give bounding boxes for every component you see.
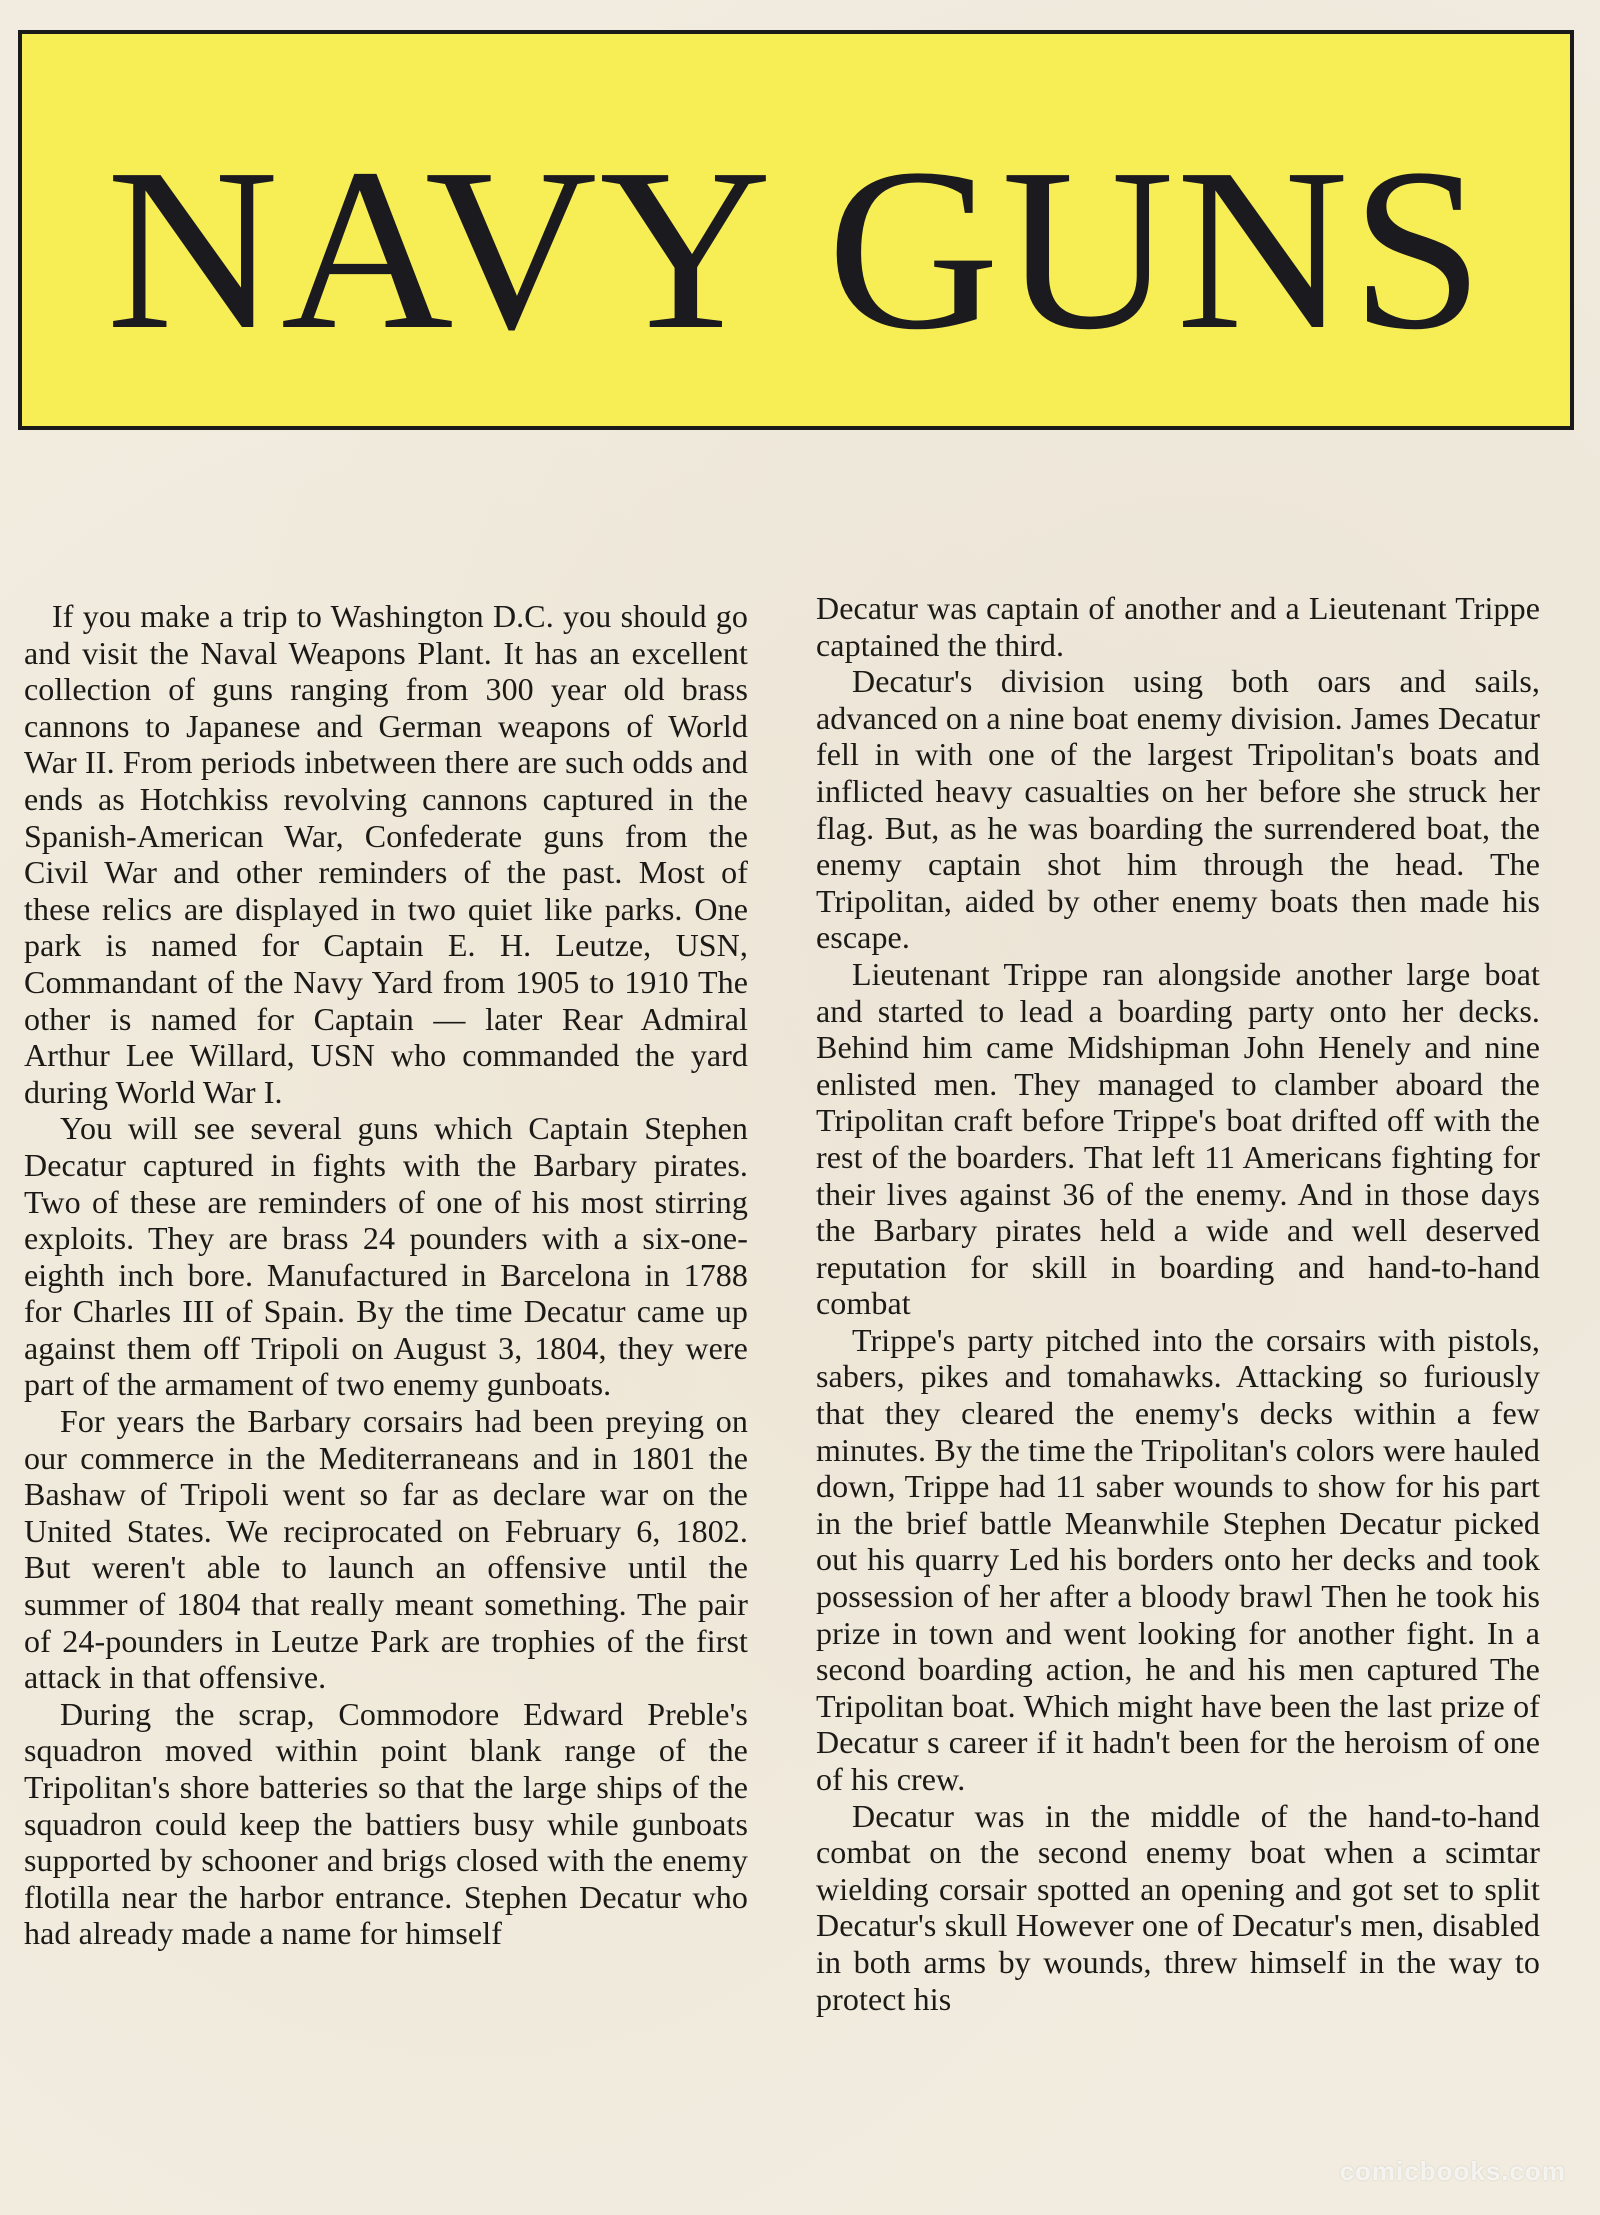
paragraph: You will see several guns which Captain Stephen Decatur captured in fights with the Barbary pirates. Two of these are reminders of one of his most stirring exploits. They are brass 24 pounders with a six-one-eighth inch bore. Manufactured in Barcelona in 1788 for Charles III of Spain. By the time Decatur came up against them off Tripoli on August 3, 1804, they were part of the armament of two enemy gunboats.	[24, 1110, 748, 1403]
paragraph: Decatur was in the middle of the hand-to-hand combat on the second enemy boat when a scimtar wielding corsair spotted an opening and got set to split Decatur's skull However one of Decatur's men, disabled in both arms by wounds, threw himself in the way to protect his	[816, 1797, 1540, 2017]
right-column	[816, 590, 1540, 2017]
paragraph: Decatur's division using both oars and sails, advanced on a nine boat enemy division. James Decatur fell in with one of the largest Tripolitan's boats and inflicted heavy casualties on her before she struck her flag. But, as he was boarding the surrendered boat, the enemy captain shot him through the head. The Tripolitan, aided by other enemy boats then made his escape.	[816, 663, 1540, 956]
paragraph: Decatur was captain of another and a Lieutenant Trippe captained the third.	[816, 590, 1540, 663]
paragraph: If you make a trip to Washington D.C. you should go and visit the Naval Weapons Plant. It has an excellent collection of guns ranging from 300 year old brass cannons to Japanese and German weapons of World War II. From periods inbetween there are such odds and ends as Hotchkiss revolving cannons captured in the Spanish-American War, Confederate guns from the Civil War and other reminders of the past. Most of these relics are displayed in two quiet like parks. One park is named for Captain E. H. Leutze, USN, Commandant of the Navy Yard from 1905 to 1910 The other is named for Captain — later Rear Admiral Arthur Lee Willard, USN who commanded the yard during World War I.	[24, 598, 748, 1110]
left-column	[24, 598, 748, 1952]
paragraph: Lieutenant Trippe ran alongside another large boat and started to lead a boarding party onto her decks. Behind him came Midshipman John Henely and nine enlisted men. They managed to clamber aboard the Tripolitan craft before Trippe's boat drifted off with the rest of the boarders. That left 11 Americans fighting for their lives against 36 of the enemy. And in those days the Barbary pirates held a wide and well deserved reputation for skill in boarding and hand-to-hand combat	[816, 955, 1540, 1322]
page-title: NAVY GUNS	[106, 121, 1486, 378]
watermark: comicbooks.com	[1339, 2156, 1566, 2186]
paragraph: For years the Barbary corsairs had been preying on our commerce in the Mediterraneans and in 1801 the Bashaw of Tripoli went so far as declare war on the United States. We reciprocated on February 6, 1802. But weren't able to launch an offensive until the summer of 1804 that really meant something. The pair of 24-pounders in Leutze Park are trophies of the first attack in that offensive.	[24, 1403, 748, 1696]
paragraph: During the scrap, Commodore Edward Preble's squadron moved within point blank range of the Tripolitan's shore batteries so that the large ships of the squadron could keep the battiers busy while gunboats supported by schooner and brigs closed with the enemy flotilla near the harbor entrance. Stephen Decatur who had already made a name for himself	[24, 1695, 748, 1952]
title-banner	[18, 30, 1574, 430]
paragraph: Trippe's party pitched into the corsairs with pistols, sabers, pikes and tomahawks. Attacking so furiously that they cleared the enemy's decks within a few minutes. By the time the Tripolitan's colors were hauled down, Trippe had 11 saber wounds to show for his part in the brief battle Meanwhile Stephen Decatur picked out his quarry Led his borders onto her decks and took possession of her after a bloody brawl Then he took his prize in town and went looking for another fight. In a second boarding action, he and his men captured The Tripolitan boat. Which might have been the last prize of Decatur s career if it hadn't been for the heroism of one of his crew.	[816, 1321, 1540, 1797]
